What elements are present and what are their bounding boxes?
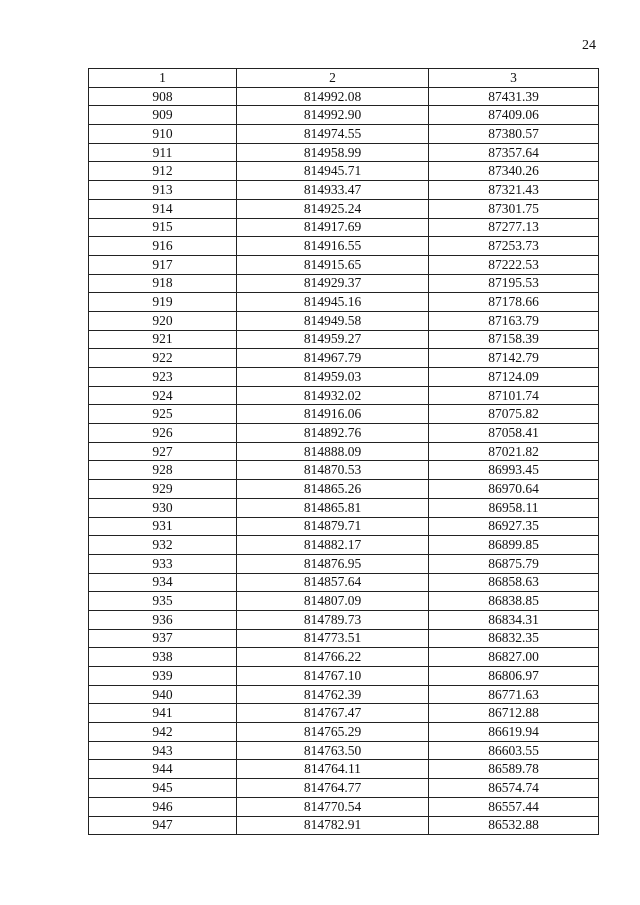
table-row: [89, 610, 599, 629]
y-coordinate-cell: 86927.35: [429, 517, 599, 536]
y-coordinate-cell: 86557.44: [429, 797, 599, 816]
table-row: [89, 648, 599, 667]
y-coordinate-cell: 86875.79: [429, 554, 599, 573]
table-row: [89, 87, 599, 106]
point-number-cell: 936: [89, 610, 237, 629]
point-number-cell: 908: [89, 87, 237, 106]
y-coordinate-cell: 87195.53: [429, 274, 599, 293]
x-coordinate-cell: 814967.79: [237, 349, 429, 368]
x-coordinate-cell: 814773.51: [237, 629, 429, 648]
x-coordinate-cell: 814992.90: [237, 106, 429, 125]
y-coordinate-cell: 87357.64: [429, 143, 599, 162]
column-header-1: 1: [89, 69, 237, 88]
table-row: [89, 311, 599, 330]
y-coordinate-cell: 86970.64: [429, 480, 599, 499]
table-row: [89, 461, 599, 480]
x-coordinate-cell: 814763.50: [237, 741, 429, 760]
table-row: [89, 349, 599, 368]
y-coordinate-cell: 87321.43: [429, 181, 599, 200]
table-row: [89, 442, 599, 461]
y-coordinate-cell: 86827.00: [429, 648, 599, 667]
point-number-cell: 921: [89, 330, 237, 349]
page-number: 24: [582, 38, 596, 53]
point-number-cell: 916: [89, 237, 237, 256]
x-coordinate-cell: 814762.39: [237, 685, 429, 704]
y-coordinate-cell: 87158.39: [429, 330, 599, 349]
point-number-cell: 939: [89, 667, 237, 686]
point-number-cell: 940: [89, 685, 237, 704]
table-row: [89, 480, 599, 499]
table-row: [89, 162, 599, 181]
table-header: [89, 69, 599, 88]
table-row: [89, 498, 599, 517]
coordinates-table: [88, 68, 599, 835]
table-row: [89, 685, 599, 704]
point-number-cell: 922: [89, 349, 237, 368]
y-coordinate-cell: 87277.13: [429, 218, 599, 237]
y-coordinate-cell: 87340.26: [429, 162, 599, 181]
point-number-cell: 942: [89, 723, 237, 742]
x-coordinate-cell: 814770.54: [237, 797, 429, 816]
x-coordinate-cell: 814807.09: [237, 592, 429, 611]
x-coordinate-cell: 814764.77: [237, 779, 429, 798]
table-row: [89, 741, 599, 760]
point-number-cell: 911: [89, 143, 237, 162]
x-coordinate-cell: 814916.55: [237, 237, 429, 256]
x-coordinate-cell: 814767.10: [237, 667, 429, 686]
point-number-cell: 923: [89, 368, 237, 387]
table-row: [89, 143, 599, 162]
x-coordinate-cell: 814958.99: [237, 143, 429, 162]
table-row: [89, 405, 599, 424]
y-coordinate-cell: 86574.74: [429, 779, 599, 798]
table-body: [89, 87, 599, 835]
y-coordinate-cell: 87021.82: [429, 442, 599, 461]
table-row: [89, 779, 599, 798]
table-row: [89, 181, 599, 200]
point-number-cell: 943: [89, 741, 237, 760]
point-number-cell: 925: [89, 405, 237, 424]
point-number-cell: 935: [89, 592, 237, 611]
x-coordinate-cell: 814929.37: [237, 274, 429, 293]
y-coordinate-cell: 86993.45: [429, 461, 599, 480]
point-number-cell: 913: [89, 181, 237, 200]
y-coordinate-cell: 86832.35: [429, 629, 599, 648]
point-number-cell: 937: [89, 629, 237, 648]
x-coordinate-cell: 814764.11: [237, 760, 429, 779]
y-coordinate-cell: 86834.31: [429, 610, 599, 629]
y-coordinate-cell: 86619.94: [429, 723, 599, 742]
point-number-cell: 945: [89, 779, 237, 798]
y-coordinate-cell: 86958.11: [429, 498, 599, 517]
point-number-cell: 938: [89, 648, 237, 667]
table-row: [89, 218, 599, 237]
y-coordinate-cell: 86603.55: [429, 741, 599, 760]
x-coordinate-cell: 814782.91: [237, 816, 429, 835]
table-row: [89, 629, 599, 648]
point-number-cell: 910: [89, 125, 237, 144]
x-coordinate-cell: 814945.71: [237, 162, 429, 181]
x-coordinate-cell: 814959.03: [237, 368, 429, 387]
x-coordinate-cell: 814925.24: [237, 199, 429, 218]
table-row: [89, 667, 599, 686]
x-coordinate-cell: 814767.47: [237, 704, 429, 723]
table-row: [89, 424, 599, 443]
y-coordinate-cell: 87163.79: [429, 311, 599, 330]
table-row: [89, 386, 599, 405]
y-coordinate-cell: 86858.63: [429, 573, 599, 592]
y-coordinate-cell: 87409.06: [429, 106, 599, 125]
y-coordinate-cell: 87222.53: [429, 255, 599, 274]
table-row: [89, 106, 599, 125]
x-coordinate-cell: 814865.26: [237, 480, 429, 499]
x-coordinate-cell: 814766.22: [237, 648, 429, 667]
table-row: [89, 125, 599, 144]
y-coordinate-cell: 86589.78: [429, 760, 599, 779]
point-number-cell: 926: [89, 424, 237, 443]
y-coordinate-cell: 87101.74: [429, 386, 599, 405]
point-number-cell: 914: [89, 199, 237, 218]
y-coordinate-cell: 87058.41: [429, 424, 599, 443]
x-coordinate-cell: 814959.27: [237, 330, 429, 349]
x-coordinate-cell: 814870.53: [237, 461, 429, 480]
y-coordinate-cell: 87253.73: [429, 237, 599, 256]
table-row: [89, 573, 599, 592]
point-number-cell: 919: [89, 293, 237, 312]
column-header-2: 2: [237, 69, 429, 88]
point-number-cell: 912: [89, 162, 237, 181]
point-number-cell: 927: [89, 442, 237, 461]
point-number-cell: 929: [89, 480, 237, 499]
table-row: [89, 330, 599, 349]
table-row: [89, 797, 599, 816]
point-number-cell: 928: [89, 461, 237, 480]
x-coordinate-cell: 814992.08: [237, 87, 429, 106]
table-row: [89, 816, 599, 835]
y-coordinate-cell: 87178.66: [429, 293, 599, 312]
x-coordinate-cell: 814765.29: [237, 723, 429, 742]
table-row: [89, 536, 599, 555]
x-coordinate-cell: 814892.76: [237, 424, 429, 443]
point-number-cell: 944: [89, 760, 237, 779]
y-coordinate-cell: 86532.88: [429, 816, 599, 835]
x-coordinate-cell: 814949.58: [237, 311, 429, 330]
table-row: [89, 293, 599, 312]
table-row: [89, 704, 599, 723]
y-coordinate-cell: 86771.63: [429, 685, 599, 704]
y-coordinate-cell: 87431.39: [429, 87, 599, 106]
x-coordinate-cell: 814882.17: [237, 536, 429, 555]
table-row: [89, 592, 599, 611]
table-row: [89, 255, 599, 274]
x-coordinate-cell: 814933.47: [237, 181, 429, 200]
x-coordinate-cell: 814888.09: [237, 442, 429, 461]
table-row: [89, 760, 599, 779]
x-coordinate-cell: 814945.16: [237, 293, 429, 312]
point-number-cell: 933: [89, 554, 237, 573]
column-header-3: 3: [429, 69, 599, 88]
table-row: [89, 517, 599, 536]
point-number-cell: 934: [89, 573, 237, 592]
point-number-cell: 941: [89, 704, 237, 723]
table-row: [89, 237, 599, 256]
point-number-cell: 915: [89, 218, 237, 237]
table-row: [89, 274, 599, 293]
point-number-cell: 946: [89, 797, 237, 816]
x-coordinate-cell: 814789.73: [237, 610, 429, 629]
table-row: [89, 368, 599, 387]
table-row: [89, 723, 599, 742]
point-number-cell: 909: [89, 106, 237, 125]
point-number-cell: 947: [89, 816, 237, 835]
x-coordinate-cell: 814915.65: [237, 255, 429, 274]
y-coordinate-cell: 86838.85: [429, 592, 599, 611]
x-coordinate-cell: 814932.02: [237, 386, 429, 405]
point-number-cell: 932: [89, 536, 237, 555]
point-number-cell: 917: [89, 255, 237, 274]
header-row: [89, 69, 599, 88]
y-coordinate-cell: 86712.88: [429, 704, 599, 723]
x-coordinate-cell: 814857.64: [237, 573, 429, 592]
y-coordinate-cell: 87380.57: [429, 125, 599, 144]
table-row: [89, 554, 599, 573]
y-coordinate-cell: 87124.09: [429, 368, 599, 387]
y-coordinate-cell: 87301.75: [429, 199, 599, 218]
table-row: [89, 199, 599, 218]
x-coordinate-cell: 814865.81: [237, 498, 429, 517]
point-number-cell: 918: [89, 274, 237, 293]
point-number-cell: 924: [89, 386, 237, 405]
y-coordinate-cell: 87075.82: [429, 405, 599, 424]
point-number-cell: 931: [89, 517, 237, 536]
x-coordinate-cell: 814917.69: [237, 218, 429, 237]
point-number-cell: 930: [89, 498, 237, 517]
y-coordinate-cell: 87142.79: [429, 349, 599, 368]
x-coordinate-cell: 814876.95: [237, 554, 429, 573]
x-coordinate-cell: 814879.71: [237, 517, 429, 536]
point-number-cell: 920: [89, 311, 237, 330]
y-coordinate-cell: 86899.85: [429, 536, 599, 555]
y-coordinate-cell: 86806.97: [429, 667, 599, 686]
x-coordinate-cell: 814916.06: [237, 405, 429, 424]
x-coordinate-cell: 814974.55: [237, 125, 429, 144]
